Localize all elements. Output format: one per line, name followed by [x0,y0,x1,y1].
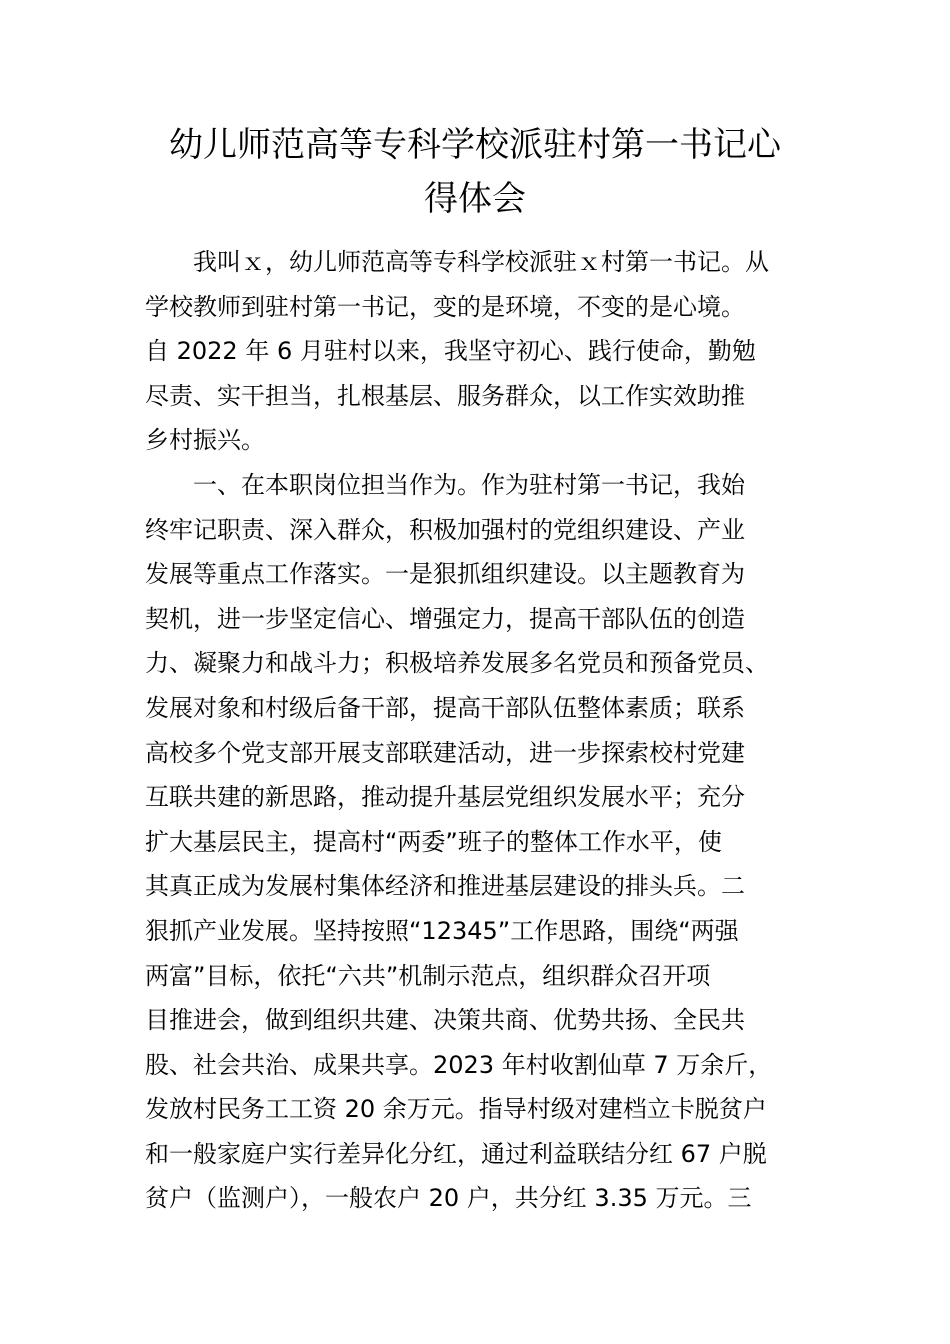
text-line: 其真正成为发展村集体经济和推进基层建设的排头兵。二 [145,872,745,901]
document-title [140,118,810,226]
text-line: 尽责、实干担当，扎根基层、服务群众，以工作实效助推 [145,381,745,410]
text-line: 自 2022 年 6 月驻村以来，我坚守初心、践行使命，勤勉 [145,337,756,366]
text-line: 发展对象和村级后备干部，提高干部队伍整体素质；联系 [145,693,745,722]
text-line: 我叫ｘ，幼儿师范高等专科学校派驻ｘ村第一书记。从 [193,248,769,276]
title-line: 得体会 [424,179,526,219]
text-line: 发展等重点工作落实。一是狠抓组织建设。以主题教育为 [145,560,745,589]
text-line: 高校多个党支部开展支部联建活动，进一步探索校村党建 [145,738,745,767]
paragraph-section-one [145,463,825,1221]
text-line: 终牢记职责、深入群众，积极加强村的党组织建设、产业 [145,515,745,544]
text-line: 乡村振兴。 [145,426,265,455]
text-line: 目推进会，做到组织共建、决策共商、优势共扬、全民共 [145,1006,745,1035]
text-line: 狠抓产业发展。坚持按照“12345”工作思路，围绕“两强 [145,916,739,945]
text-line: 一、在本职岗位担当作为。作为驻村第一书记，我始 [193,470,745,499]
title-line: 幼儿师范高等专科学校派驻村第一书记心 [169,125,781,165]
text-line: 互联共建的新思路，推动提升基层党组织发展水平；充分 [145,783,745,812]
text-line: 扩大基层民主，提高村“两委”班子的整体工作水平，使 [145,827,722,856]
document-body [145,240,825,1221]
text-line: 力、凝聚力和战斗力；积极培养发展多名党员和预备党员、 [145,649,769,678]
text-line: 股、社会共治、成果共享。2023 年村收割仙草 7 万余斤， [145,1050,773,1079]
text-line: 契机，进一步坚定信心、增强定力，提高干部队伍的创造 [145,604,745,633]
text-line: 发放村民务工工资 20 余万元。指导村级对建档立卡脱贫户 [145,1095,767,1124]
text-line: 学校教师到驻村第一书记，变的是环境，不变的是心境。 [145,292,745,321]
paragraph-intro [145,240,825,463]
text-line: 两富”目标，依托“六共”机制示范点，组织群众召开项 [145,961,711,990]
text-line: 贫户（监测户），一般农户 20 户，共分红 3.35 万元。三 [145,1184,752,1213]
text-line: 和一般家庭户实行差异化分红，通过利益联结分红 67 户脱 [145,1139,767,1168]
